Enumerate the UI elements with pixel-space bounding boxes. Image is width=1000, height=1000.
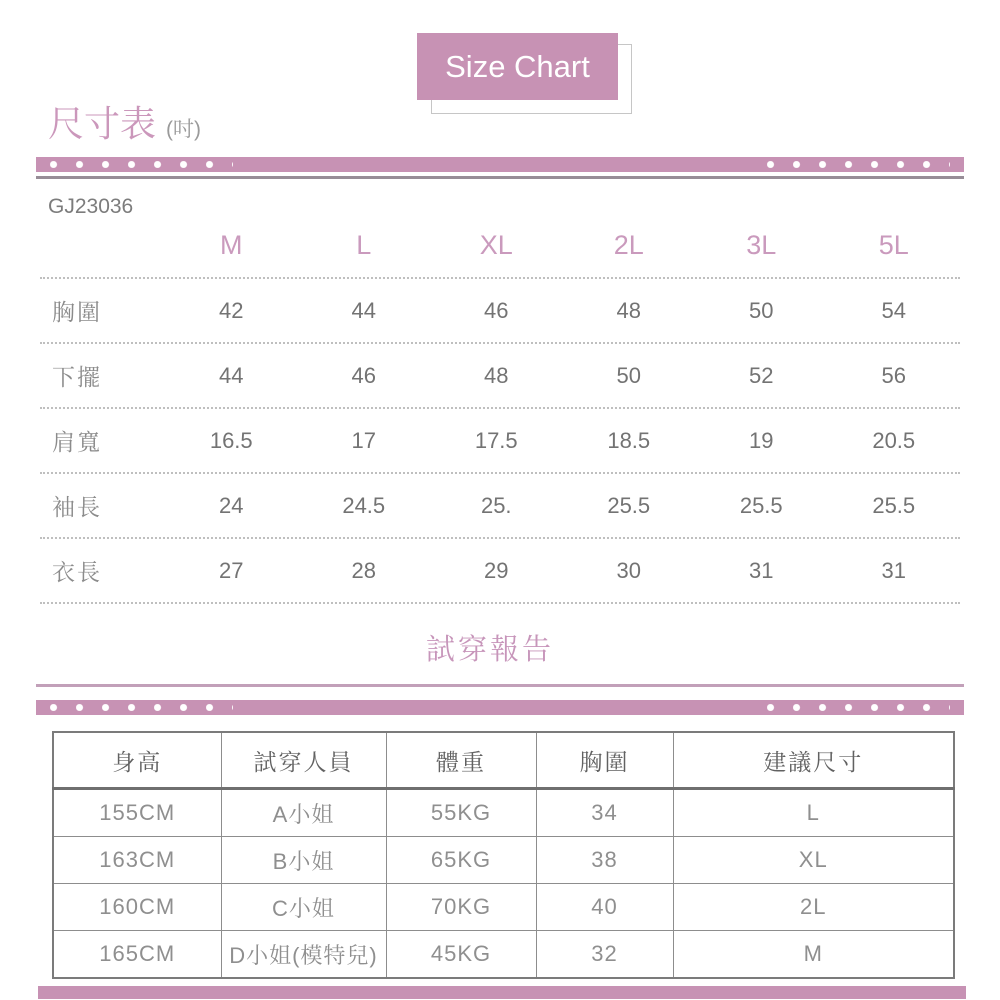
measurement-value: 31 (749, 557, 774, 583)
size-table-row (40, 409, 960, 474)
fit-table-cell: 45KG (386, 931, 536, 979)
measurement-value: 50 (749, 297, 774, 323)
size-column-header: XL (479, 230, 513, 260)
fit-table-cell: 155CM (53, 789, 221, 837)
measurement-value: 52 (749, 362, 774, 388)
measurement-value: 28 (351, 557, 376, 583)
measurement-value: 29 (484, 557, 509, 583)
fit-section-heading: 試穿報告 (425, 634, 554, 666)
divider-overline (36, 684, 964, 687)
measurement-value: 44 (219, 362, 244, 388)
size-column-header: 3L (746, 230, 777, 260)
divider-bar-bottom (36, 700, 964, 715)
fit-table-cell: 55KG (386, 789, 536, 837)
measurement-value: 20.5 (872, 427, 916, 453)
size-chart-banner (417, 33, 618, 100)
fit-table-cell: 2L (673, 884, 954, 931)
fit-table-row (53, 789, 954, 837)
measurement-value: 27 (219, 557, 244, 583)
dot-pattern-right (767, 161, 950, 168)
dot-pattern-right (767, 704, 950, 711)
measurement-value: 16.5 (209, 427, 253, 453)
dot-pattern-left (50, 161, 233, 168)
measurement-value: 46 (484, 297, 509, 323)
size-table-row (40, 474, 960, 539)
fit-table-cell: XL (673, 837, 954, 884)
fit-table-header-row (53, 732, 954, 789)
measurement-value: 17.5 (474, 427, 518, 453)
measurement-value: 18.5 (607, 427, 651, 453)
divider-bar-top (36, 157, 964, 172)
fit-table-cell: 165CM (53, 931, 221, 979)
size-column-header: 2L (613, 230, 644, 260)
product-code: GJ23036 (48, 195, 134, 218)
fit-table-cell: 40 (536, 884, 673, 931)
measurement-label: 下擺 (52, 364, 102, 390)
measurement-value: 54 (881, 297, 906, 323)
measurement-value: 48 (616, 297, 641, 323)
fit-table-cell: 70KG (386, 884, 536, 931)
measurement-value: 17 (351, 427, 376, 453)
measurement-value: 56 (881, 362, 906, 388)
measurement-value: 50 (616, 362, 641, 388)
fit-table-column-header: 建議尺寸 (673, 732, 954, 789)
fit-table-cell: B小姐 (221, 837, 386, 884)
measurement-value: 30 (616, 557, 641, 583)
fit-table-cell: M (673, 931, 954, 979)
fit-table-cell: 65KG (386, 837, 536, 884)
size-column-header: 5L (878, 230, 909, 260)
fit-table-cell: D小姐(模特兒) (221, 931, 386, 979)
size-table-row (40, 279, 960, 344)
size-table-header-row (40, 214, 960, 279)
measurement-value: 19 (749, 427, 774, 453)
measurement-value: 25.5 (872, 492, 916, 518)
fit-table-row (53, 837, 954, 884)
measurement-value: 31 (881, 557, 906, 583)
size-section-title: 尺寸表 (48, 103, 157, 144)
measurement-value: 42 (219, 297, 244, 323)
measurement-label: 衣長 (52, 559, 102, 585)
fit-table-cell: 32 (536, 931, 673, 979)
measurement-value: 48 (484, 362, 509, 388)
size-table-body (40, 279, 960, 604)
measurement-label: 肩寬 (52, 429, 102, 455)
measurement-value: 24 (219, 492, 244, 518)
measurement-label: 胸圍 (52, 299, 102, 325)
bottom-divider-bar (38, 986, 966, 999)
fit-table-column-header: 胸圍 (536, 732, 673, 789)
size-column-header: L (356, 230, 372, 260)
size-table-row (40, 344, 960, 409)
fit-table-cell: 163CM (53, 837, 221, 884)
fit-table-row (53, 931, 954, 979)
fit-table-row (53, 884, 954, 931)
fit-table-column-header: 試穿人員 (221, 732, 386, 789)
size-table (40, 214, 960, 604)
divider-underline (36, 176, 964, 179)
measurement-label: 袖長 (52, 494, 102, 520)
banner-title: Size Chart (445, 48, 590, 84)
size-table-row (40, 539, 960, 604)
measurement-value: 24.5 (342, 492, 386, 518)
fit-table-cell: A小姐 (221, 789, 386, 837)
dot-pattern-left (50, 704, 233, 711)
fit-table-cell: 160CM (53, 884, 221, 931)
fit-table-cell: L (673, 789, 954, 837)
fit-table-body (53, 789, 954, 979)
measurement-value: 44 (351, 297, 376, 323)
size-column-header: M (220, 230, 243, 260)
unit-note: (吋) (166, 118, 202, 141)
measurement-value: 25.5 (739, 492, 783, 518)
measurement-value: 46 (351, 362, 376, 388)
fit-table-column-header: 體重 (386, 732, 536, 789)
fit-table-cell: C小姐 (221, 884, 386, 931)
fit-table-column-header: 身高 (53, 732, 221, 789)
size-section-heading (48, 96, 201, 147)
fit-report-table (52, 731, 955, 979)
fit-table-cell: 34 (536, 789, 673, 837)
measurement-value: 25.5 (607, 492, 651, 518)
measurement-value: 25. (480, 492, 512, 518)
fit-table-cell: 38 (536, 837, 673, 884)
